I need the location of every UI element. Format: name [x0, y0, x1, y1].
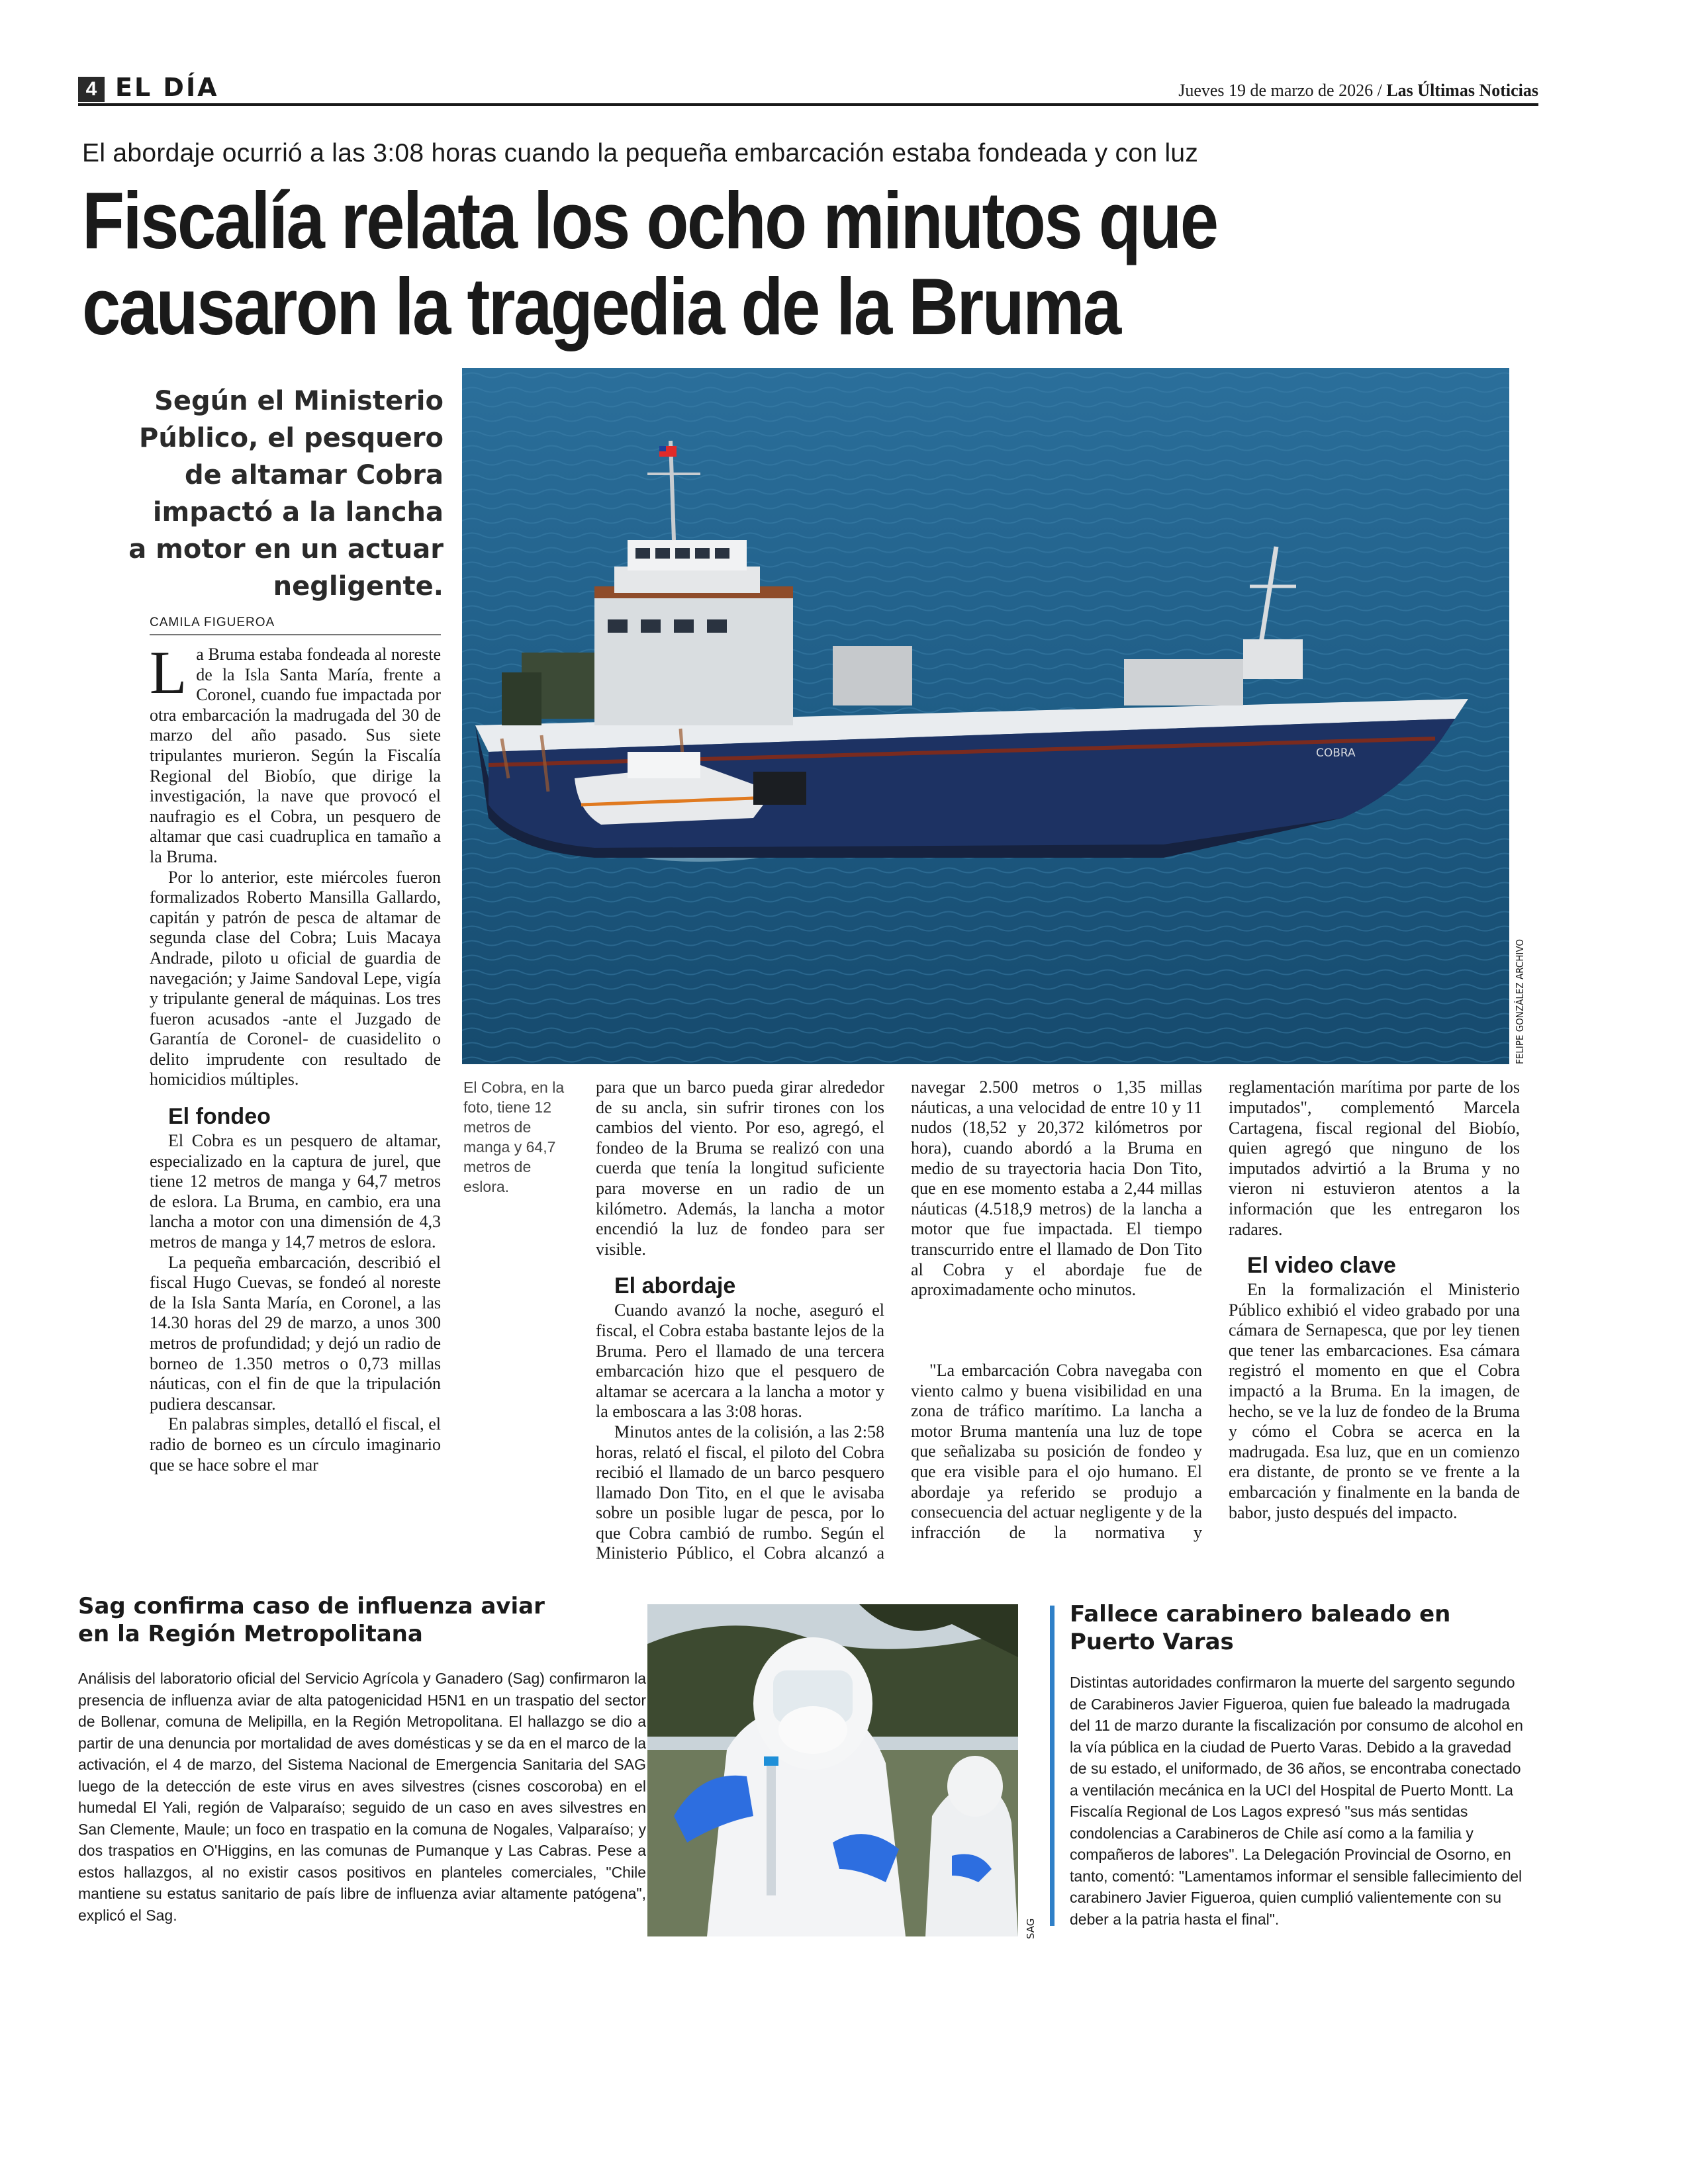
- paragraph-4: La pequeña embarcación, describió el fiscal Hugo Cuevas, se fondeó al noreste de la Isla Santa María, en Coronel, a las 14.30 horas del 29 de marzo, a unos 300 metros de profundidad; y dejó un radio de borneo de 1.350 metros o 0,73 millas náuticas, con el fin de que la tripulación pudiera descansar.: [150, 1252, 441, 1414]
- article-column-3: [911, 1077, 1202, 1543]
- paragraph-6: para que un barco pueda girar alrededor de su ancla, sin sufrir tirones con los cambios del viento. Por eso, agregó, el fondeo de la Bruma se realizó con una cuerda que tenía la longitud suficiente para moverse en un radio de un kilómetro. Además, la lancha a motor encendió la luz de fondeo para ser visible.: [596, 1077, 884, 1259]
- subhead-video: El video clave: [1247, 1253, 1396, 1278]
- photo-credit: FELIPE GONZÁLEZ ARCHIVO: [1514, 939, 1526, 1064]
- ship-illustration: [462, 368, 1509, 1064]
- paragraph-9-continued: reglamentación marítima por parte de los imputados", complementó Marcela Cartagena, fiscal regional del Biobío, quien agregó que ninguno de los imputados advirtió a la Bruma y no vieron ni estuvieron atentos a la información que les entregaron los radares.: [1229, 1077, 1520, 1239]
- page-number: 4: [78, 77, 105, 102]
- photo-sag-workers: [647, 1604, 1018, 1936]
- header-separator: /: [1377, 81, 1382, 100]
- drop-cap: L: [150, 639, 187, 706]
- article-column-1: [150, 639, 441, 1475]
- story-sag: [78, 1592, 646, 1926]
- paragraph-1-text: a Bruma estaba fondeada al noreste de la Isla Santa María, frente a Coronel, cuando fue impactada por otra embarcación la madrugada del 30 de marzo del año pasado. Sus siete tripulantes murieron. Según la Fiscalía Regional del Biobío, que dirige la investigación, la nave que provocó el naufragio es el Cobra, un pesquero de altamar que casi cuadruplica en tamaño a la Bruma.: [150, 645, 441, 866]
- header-dateline: [1178, 81, 1538, 101]
- photo-ship-cobra: [462, 368, 1509, 1064]
- headline: [82, 177, 1278, 349]
- paragraph-8-cont: [911, 1077, 1202, 1361]
- ship-name-label: COBRA: [1316, 747, 1356, 760]
- photo-caption: El Cobra, en la foto, tiene 12 metros de manga y 64,7 metros de eslora.: [463, 1079, 565, 1195]
- sag-photo-credit: SAG: [1025, 1918, 1037, 1939]
- paragraph-8: Minutos antes de la colisión, a las 2:58 horas, relató el fiscal, el piloto del Cobra recibió el llamado de un barco pesquero llamado Don Tito, en el que le avisaba sobre un posible lugar de pesca, por lo que Cobra cambió de rumbo. Según el Ministerio Público, el Cobra alcanzó a: [596, 1422, 884, 1563]
- deck: Según el Ministerio Público, el pesquero de altamar Cobra impactó a la lancha a motor en un actuar negligente.: [128, 386, 444, 602]
- sag-workers-illustration: [647, 1604, 1018, 1936]
- subhead-abordaje: El abordaje: [614, 1273, 736, 1299]
- article-column-2: [596, 1077, 884, 1564]
- paragraph-3: El Cobra es un pesquero de altamar, especializado en la captura de jurel, que tiene 12 metros de manga y 64,7 metros de eslora. La Bruma, en cambio, era una lancha a motor con una dimensión de 4,3 metros de manga y 14,7 metros de eslora.: [150, 1131, 441, 1252]
- subhead-fondeo: El fondeo: [168, 1104, 271, 1130]
- paragraph-10: En la formalización el Ministerio Público exhibió el video grabado por una cámara de Sernapesca, que por ley tienen que tener las embarcaciones. Esa cámara registró el momento en que el Cobra impactó a la Bruma. En la imagen, de hecho, se ve la luz de fondeo de la Bruma y cómo el Cobra se acerca en la madrugada. Esa luz, que en un comienzo era distante, de pronto se ve frente a la embarcación y finalmente en la banda de babor, justo después del impacto.: [1229, 1280, 1520, 1522]
- headline-line-1: Fiscalía relata los ocho minutos que: [82, 175, 1217, 265]
- carabinero-body: Distintas autoridades confirmaron la muerte del sargento segundo de Carabineros Javier Figueroa, quien fue baleado la madrugada del 11 de marzo durante la fiscalización por consumo de alcohol en la vía pública en la ciudad de Puerto Varas. Debido a la gravedad de su estado, el uniformado, de 36 años, se encontraba conectado a ventilación mecánica en la UCI del Hospital de Puerto Montt. La Fiscalía Regional de Los Lagos expresó "sus más sentidas condolencias a Carabineros de Chile así como a la familia y compañeros de labores". La Delegación Provincial de Osorno, en tanto, comentó: "Lamentamos informar el sensible fallecimiento del carabinero Javier Figueroa, quien cumplió valientemente con su deber a la patria hasta el final".: [1070, 1674, 1523, 1928]
- page-header: [78, 74, 1538, 106]
- story-carabinero: [1050, 1600, 1526, 1930]
- headline-line-2: causaron la tragedia de la Bruma: [82, 261, 1120, 351]
- sag-title: Sag confirma caso de influenza aviar en la Región Metropolitana: [78, 1593, 545, 1647]
- carabinero-title: Fallece carabinero baleado en Puerto Varas: [1070, 1601, 1451, 1655]
- paragraph-9: "La embarcación Cobra navegaba con viento calmo y buena visibilidad en una zona de tráfico marítimo. La lancha a motor Bruma mantenía una luz de tope que señalizaba su posición de fondeo y que era visible para el ojo humano. El abordaje ya referido se produjo a consecuencia del actuar negligente y de la infracción de la normativa y: [911, 1361, 1202, 1542]
- issue-date: Jueves 19 de marzo de 2026: [1178, 81, 1374, 100]
- paragraph-7: Cuando avanzó la noche, aseguró el fiscal, el Cobra estaba bastante lejos de la Bruma. Pero el llamado de una tercera embarcación hizo que el pesquero de altamar se acercara a la lancha a motor y la emboscara a las 3:08 horas.: [596, 1300, 884, 1422]
- section-name: EL DÍA: [115, 73, 219, 102]
- publication-name: Las Últimas Noticias: [1386, 81, 1538, 100]
- accent-bar: [1050, 1606, 1055, 1926]
- sag-body: Análisis del laboratorio oficial del Servicio Agrícola y Ganadero (Sag) confirmaron la presencia de influenza aviar de alta patogenicidad H5N1 en un traspatio del sector de Bollenar, comuna de Melipilla, en la Región Metropolitana. El hallazgo se dio a partir de una denuncia por mortalidad de aves domésticas y se da en el marco de la activación, el 4 de marzo, del Sistema Nacional de Emergencia Sanitaria del SAG luego de la detección de este virus en aves silvestres (cisnes coscoroba) en el humedal El Yali, región de Valparaíso; seguido de un caso en aves silvestres en San Clemente, Maule; un foco en traspatio en la comuna de Nogales, Valparaíso; y dos traspatios en O'Higgins, en las comunas de Pumanque y Las Cabras. Pese a estos hallazgos, al no existir casos positivos en planteles comerciales, "Chile mantiene su estatus sanitario de país libre de influenza aviar altamente patógena", explicó el Sag.: [78, 1670, 646, 1924]
- byline: CAMILA FIGUEROA: [150, 615, 441, 635]
- kicker: El abordaje ocurrió a las 3:08 horas cuando la pequeña embarcación estaba fondeada y con luz: [82, 139, 1199, 167]
- paragraph-8-continued: navegar 2.500 metros o 1,35 millas náuticas, a una velocidad de entre 10 y 11 nudos (18,52 y 20,372 kilómetros por hora), cuando abordó a la Bruma en medio de su trayectoria hacia Don Tito, que en ese momento estaba a 2,44 millas náuticas (4.518,9 metros) de la lancha a motor que fue impactada. El tiempo transcurrido entre el llamado de Don Tito al Cobra y el abordaje fue de aproximadamente ocho minutos.: [911, 1077, 1202, 1300]
- paragraph-1: [150, 639, 441, 868]
- paragraph-9-cont: [1229, 1077, 1520, 1239]
- article-column-4: [1229, 1077, 1520, 1523]
- paragraph-5: En palabras simples, detalló el fiscal, el radio de borneo es un círculo imaginario que se hace sobre el mar: [150, 1414, 441, 1475]
- paragraph-2: Por lo anterior, este miércoles fueron formalizados Roberto Mansilla Gallardo, capitán y patrón de pesca de altamar de segunda clase del Cobra; Luis Macaya Andrade, piloto u oficial de guardia de navegación; y Jaime Sandoval Lepe, vigía y tripulante general de máquinas. Los tres fueron acusados -ante el Juzgado de Garantía de Coronel- de cuasidelito o delito imprudente con resultado de homicidios múltiples.: [150, 867, 441, 1089]
